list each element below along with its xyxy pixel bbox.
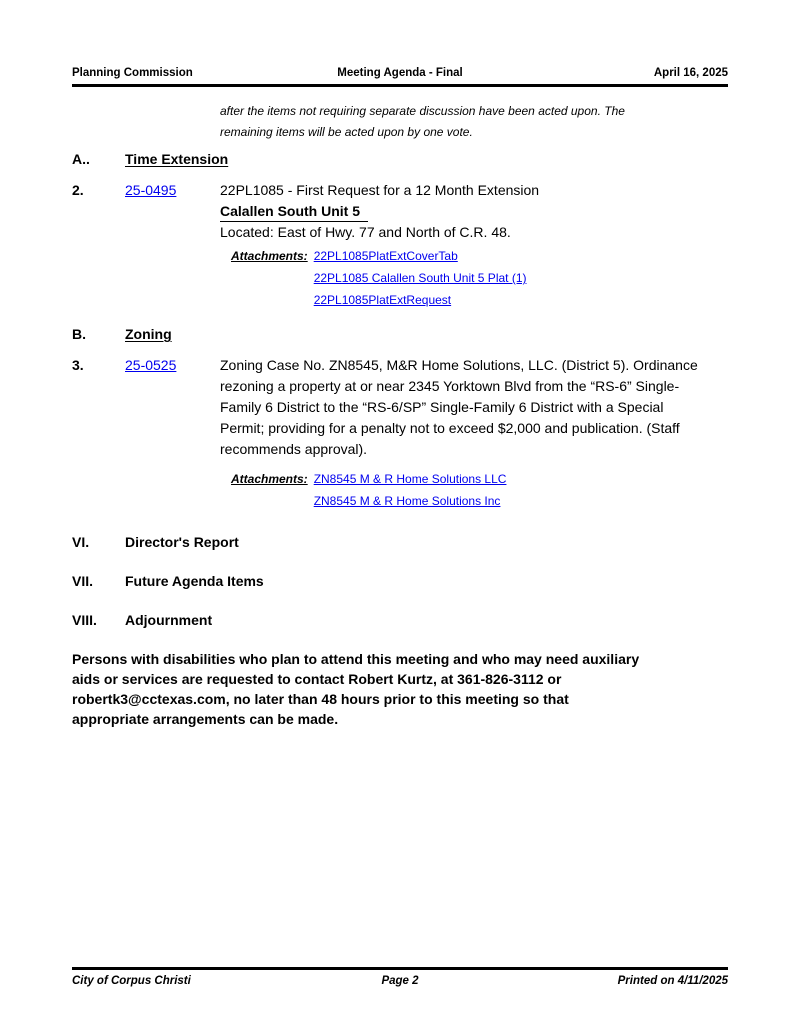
attachment-links [314,468,507,512]
section-adjournment [72,610,728,631]
file-number-link[interactable]: 25-0525 [125,357,177,373]
agenda-item-3 [72,355,728,512]
attachment-link[interactable]: ZN8545 M & R Home Solutions LLC [313,472,507,486]
section-directors-report [72,532,728,553]
attachments-block [220,468,728,512]
section-title: Director's Report [125,534,239,550]
attachment-links [314,245,527,311]
header-left-text: Planning Commission [72,67,193,79]
footer-left-text: City of Corpus Christi [72,975,191,987]
section-numeral: VIII. [72,612,97,628]
attachment-link[interactable]: 22PL1085PlatExtCoverTab [313,249,458,263]
section-title: Time Extension [125,151,229,167]
attachments-label: Attachments: [231,249,308,263]
section-letter: B. [72,326,86,342]
accessibility-notice: Persons with disabilities who plan to attend this meeting and who may need auxiliary aids or services are requested to contact Robert Kurtz, at 361-826-3112 or robertk3@cctexas.com, no later than 48 hours prior to this meeting so that appropriate arrangements can be made. [72,651,640,727]
intro-note: after the items not requiring separate discussion have been acted upon. The remaining items will be acted upon by one vote. [220,104,625,139]
section-heading-time-extension [72,149,728,170]
file-number-link[interactable]: 25-0495 [125,182,177,198]
agenda-item-2 [72,180,728,311]
item-subtitle: Calallen South Unit 5 [220,201,728,222]
header-center-text: Meeting Agenda - Final [337,67,463,79]
closing-sections [72,532,728,631]
item-description: Zoning Case No. ZN8545, M&R Home Solutions, LLC. (District 5). Ordinance rezoning a property at or near 2345 Yorktown Blvd from the “RS-6” Single-Family 6 District to the “RS-6/SP” Single-Family 6 District with a Special Permit; providing for a penalty not to exceed $2,000 and publication. (Staff recommends approval). [220,357,698,457]
item-title: 22PL1085 - First Request for a 12 Month Extension [220,182,540,198]
section-title: Adjournment [125,612,213,628]
section-numeral: VI. [72,534,90,550]
section-title: Zoning [125,326,172,342]
section-letter: A.. [72,151,90,167]
header-rule [72,84,728,87]
item-content [220,355,728,512]
section-future-agenda-items [72,571,728,592]
attachment-link[interactable]: 22PL1085PlatExtRequest [313,293,452,307]
item-location: Located: East of Hwy. 77 and North of C.R. 48. [220,224,511,240]
attachment-link[interactable]: ZN8545 M & R Home Solutions Inc [313,494,501,508]
document-footer [72,967,728,987]
section-heading-zoning [72,324,728,345]
header-right-text: April 16, 2025 [653,67,729,79]
footer-page-number: Page 2 [381,975,419,987]
item-number: 2. [72,182,84,198]
attachment-link[interactable]: 22PL1085 Calallen South Unit 5 Plat (1) [313,271,527,285]
footer-right-text: Printed on 4/11/2025 [617,975,729,987]
document-header [72,66,728,80]
attachments-label: Attachments: [231,472,308,486]
item-content [220,180,728,311]
section-title: Future Agenda Items [125,573,264,589]
attachments-block [220,245,728,311]
section-numeral: VII. [72,573,94,589]
item-number: 3. [72,357,84,373]
